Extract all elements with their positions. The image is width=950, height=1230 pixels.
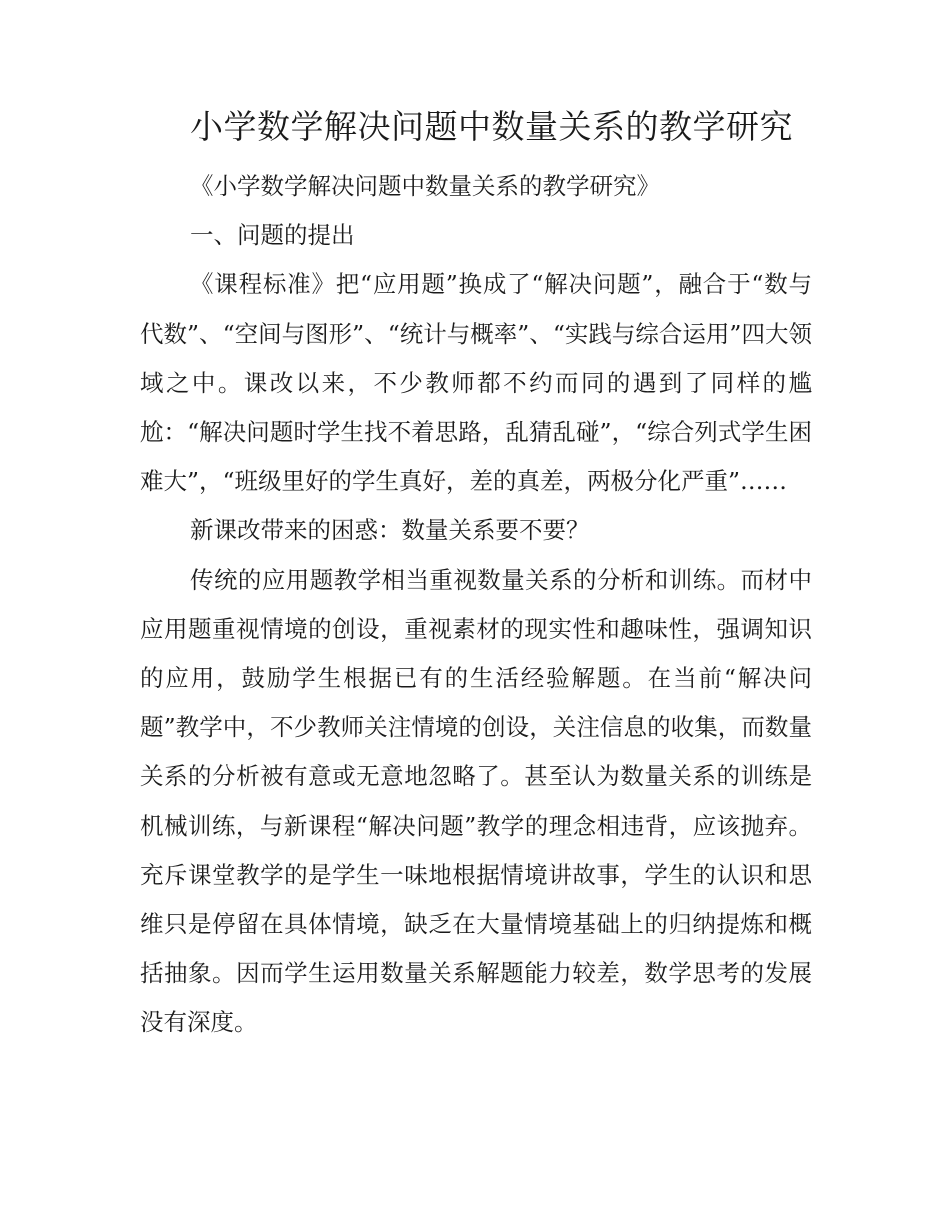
paragraph-traditional-teaching: 传统的应用题教学相当重视数量关系的分析和训练。而材中应用题重视情境的创设，重视素材的现实性和趣味性，强调知识的应用，鼓励学生根据已有的生活经验解题。在当前“解决问题”教学中，不少教师关注情境的创设，关注信息的收集，而数量关系的分析被有意或无意地忽略了。甚至认为数量关系的训练是机械训练，与新课程“解决问题”教学的理念相违背，应该抛弃。充斥课堂教学的是学生一味地根据情境讲故事，学生的认识和思维只是停留在具体情境，缺乏在大量情境基础上的归纳提炼和概括抽象。因而学生运用数量关系解题能力较差，数学思考的发展没有深度。 <box>140 565 812 1037</box>
paragraph-section-heading: 一、问题的提出 <box>190 221 355 250</box>
paragraph-subtitle: 《小学数学解决问题中数量关系的教学研究》 <box>190 172 660 200</box>
document-body <box>140 98 812 1048</box>
paragraph-curriculum: 《课程标准》把“应用题”换成了“解决问题”，融合于“数与代数”、“空间与图形”、“统计与概率”、“实践与综合运用”四大领域之中。课改以来，不少教师都不约而同的遇到了同样的尴尬：“解决问题时学生找不着思路，乱猜乱碰”，“综合列式学生困难大”，“班级里好的学生真好，差的真差，两极分化严重”…… <box>140 270 812 496</box>
paragraph-question: 新课改带来的困惑：数量关系要不要？ <box>190 516 590 545</box>
document-title: 小学数学解决问题中数量关系的教学研究 <box>190 107 793 146</box>
